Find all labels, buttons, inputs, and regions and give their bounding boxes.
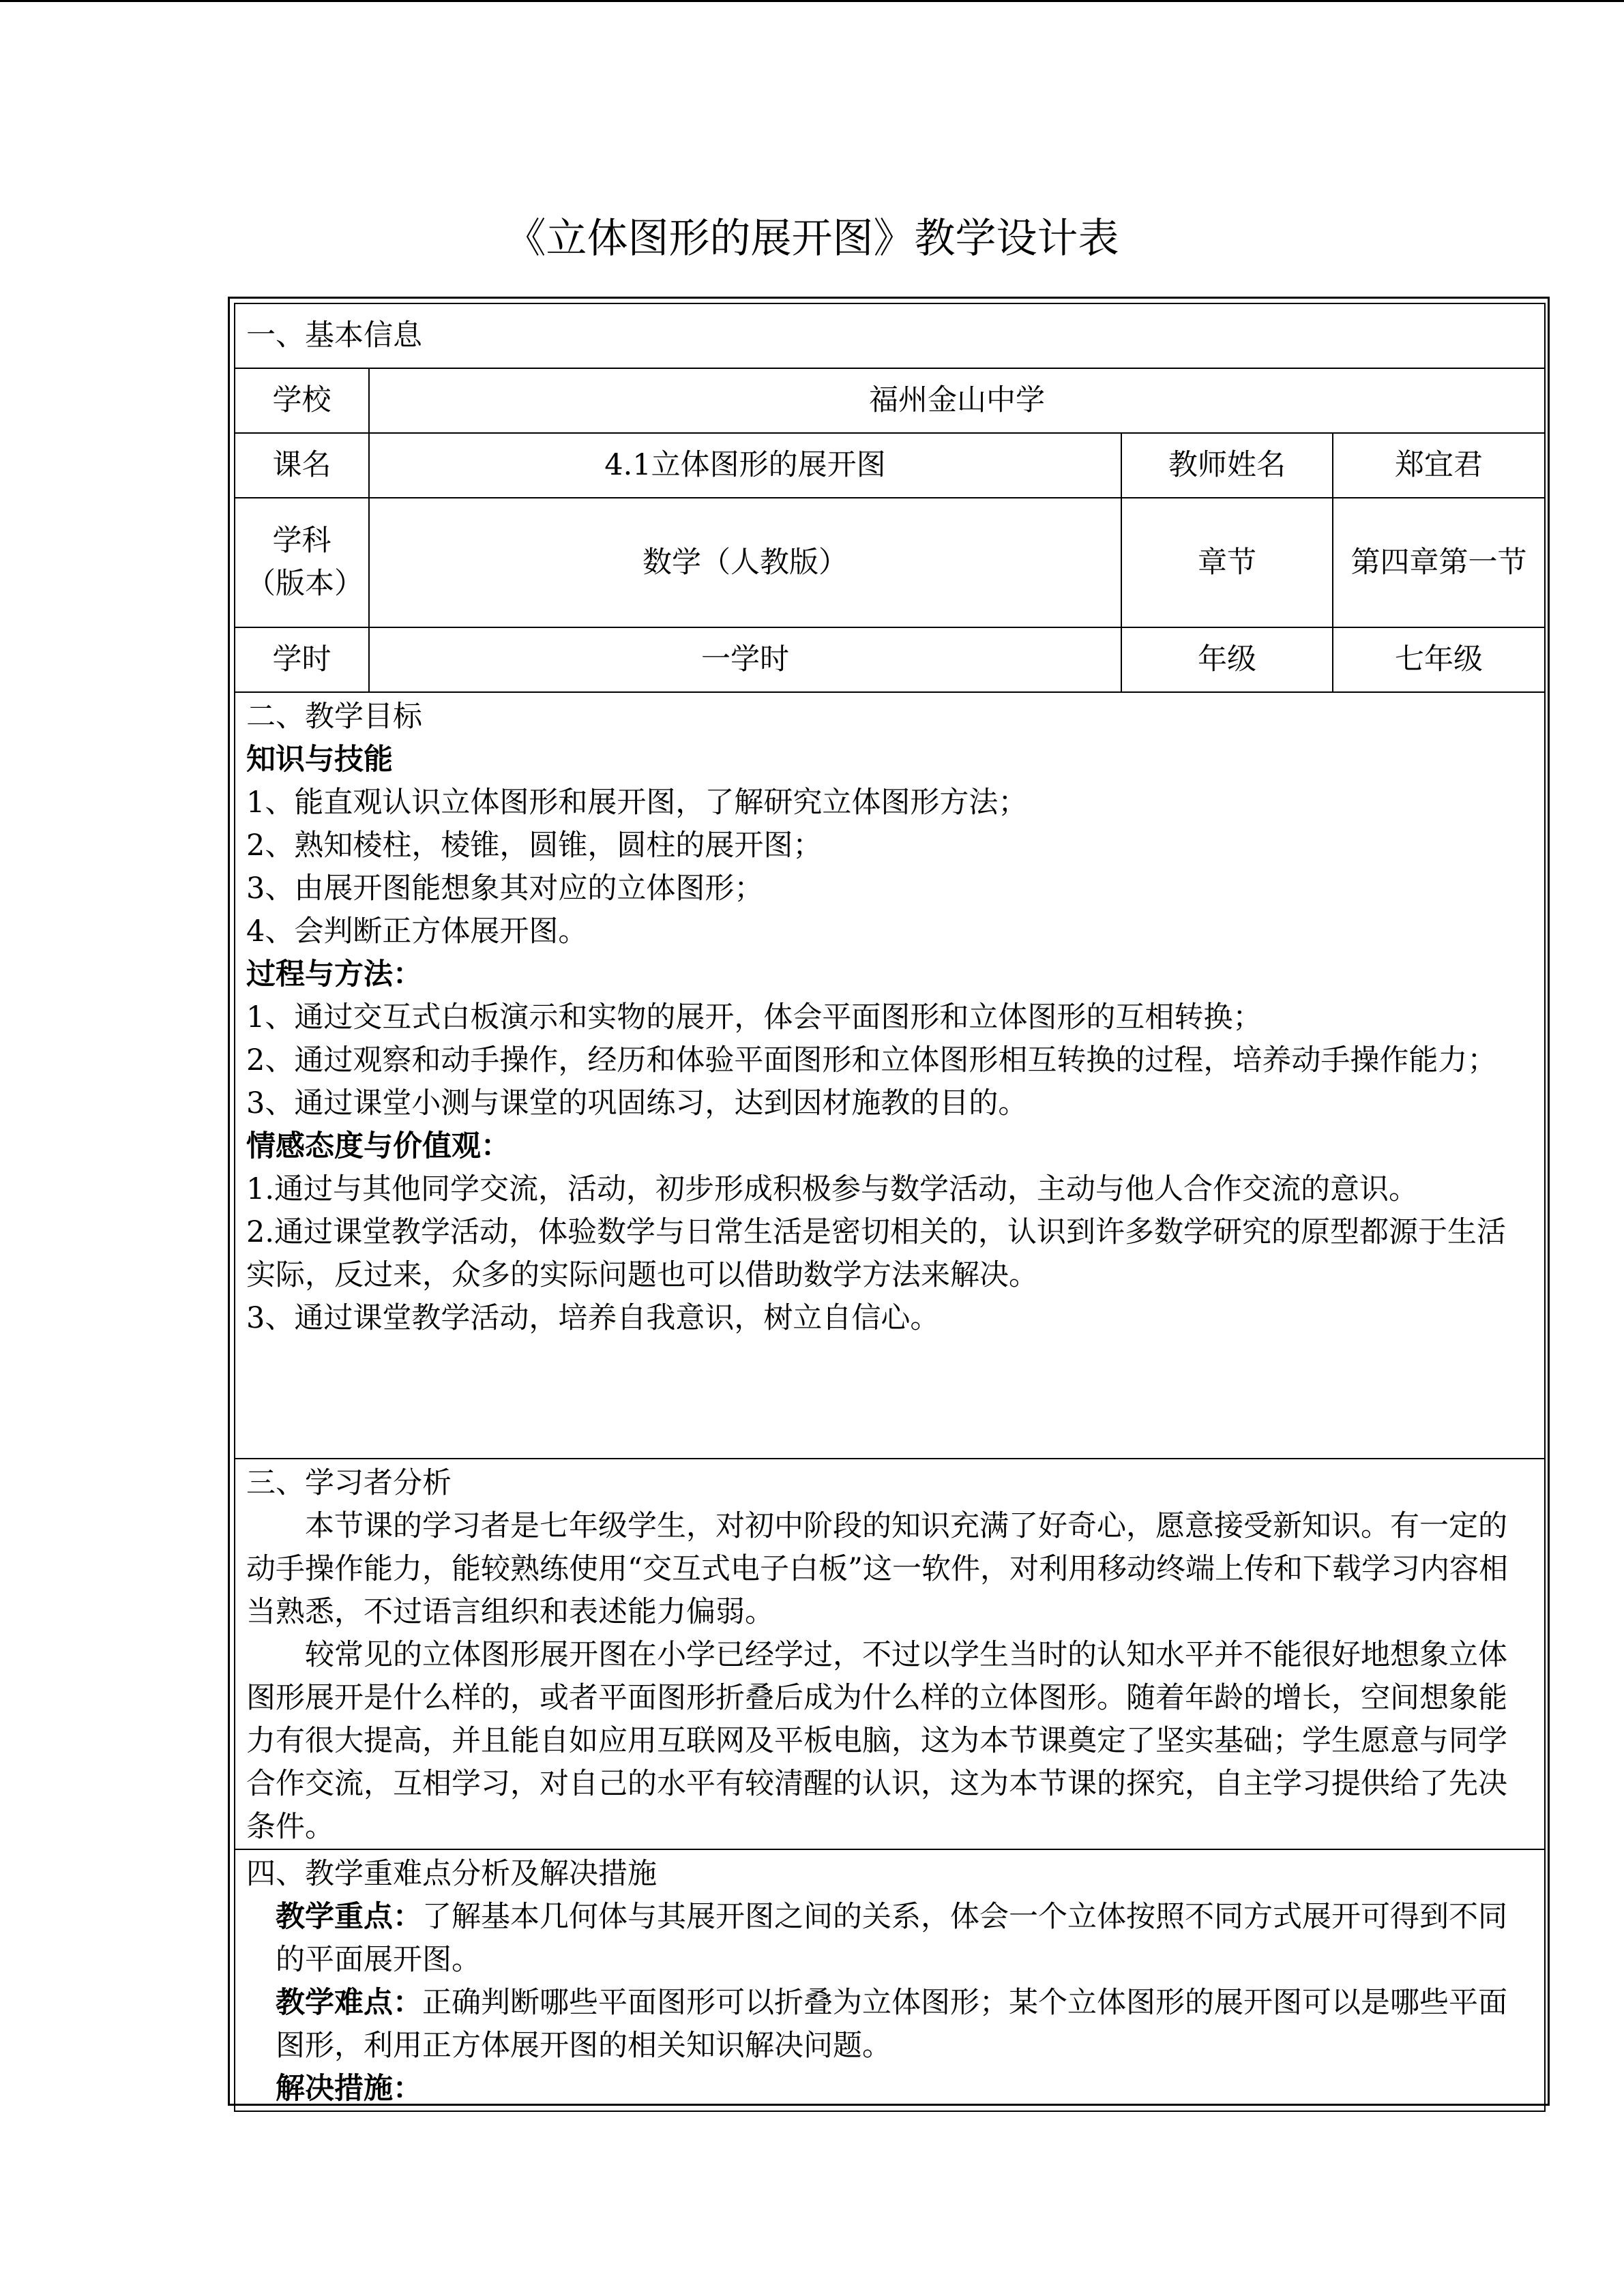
hours-row <box>235 627 1545 692</box>
school-value: 福州金山中学 <box>369 368 1545 433</box>
hours-value: 一学时 <box>369 627 1121 692</box>
learners-paragraph: 较常见的立体图形展开图在小学已经学过，不过以学生当时的认知水平并不能很好地想象立体图形展开是什么样的，或者平面图形折叠后成为什么样的立体图形。随着年龄的增长，空间想象能力有很大提高，并且能自如应用互联网及平板电脑，这为本节课奠定了坚实基础；学生愿意与同学合作交流，互相学习，对自己的水平有较清醒的认识，这为本节课的探究，自主学习提供给了先决条件。 <box>246 1638 1507 1844</box>
teaching-goals-cell <box>235 692 1545 1459</box>
grade-label: 年级 <box>1121 627 1333 692</box>
learners-row <box>235 1459 1545 1849</box>
process-item: 3、通过课堂小测与课堂的巩固练习，达到因材施教的目的。 <box>246 1086 1028 1120</box>
grade-value: 七年级 <box>1333 627 1545 692</box>
process-heading: 过程与方法： <box>246 957 422 992</box>
knowledge-item: 4、会判断正方体展开图。 <box>246 914 588 949</box>
school-row <box>235 368 1545 433</box>
teacher-value: 郑宜君 <box>1333 433 1545 498</box>
key-point-label: 教学重点： <box>276 1900 422 1934</box>
teacher-label: 教师姓名 <box>1121 433 1333 498</box>
difficulty-row <box>235 1849 1545 2111</box>
document-title: 《立体图形的展开图》教学设计表 <box>505 215 1119 263</box>
learners-heading: 三、学习者分析 <box>246 1466 452 1500</box>
goals-row <box>235 692 1545 1459</box>
learner-analysis-cell <box>235 1459 1545 1849</box>
hard-point-paragraph <box>246 1982 1533 2068</box>
subject-value: 数学（人教版） <box>369 498 1121 627</box>
difficulty-heading: 四、教学重难点分析及解决措施 <box>246 1857 657 1891</box>
measures-label: 解决措施： <box>276 2072 422 2106</box>
knowledge-heading: 知识与技能 <box>246 743 393 777</box>
chapter-value: 第四章第一节 <box>1333 498 1545 627</box>
hard-point-text: 正确判断哪些平面图形可以折叠为立体图形；某个立体图形的展开图可以是哪些平面图形，利用正方体展开图的相关知识解决问题。 <box>276 1986 1507 2063</box>
subject-row <box>235 498 1545 627</box>
basic-info-row <box>235 303 1545 368</box>
emotion-item: 1.通过与其他同学交流，活动，初步形成积极参与数学活动，主动与他人合作交流的意识。 <box>246 1172 1419 1206</box>
subject-label: 学科（版本） <box>235 498 369 627</box>
course-value: 4.1立体图形的展开图 <box>369 433 1121 498</box>
emotion-item: 3、通过课堂教学活动，培养自我意识，树立自信心。 <box>246 1301 940 1335</box>
course-label: 课名 <box>235 433 369 498</box>
course-row <box>235 433 1545 498</box>
key-point-text: 了解基本几何体与其展开图之间的关系，体会一个立体按照不同方式展开可得到不同的平面展开图。 <box>276 1900 1507 1977</box>
emotion-item: 2.通过课堂教学活动，体验数学与日常生活是密切相关的，认识到许多数学研究的原型都源于生活实际，反过来，众多的实际问题也可以借助数学方法来解决。 <box>246 1215 1507 1292</box>
page-top-border <box>0 0 1624 2</box>
key-point-paragraph <box>246 1896 1533 1982</box>
hours-label: 学时 <box>235 627 369 692</box>
emotion-heading: 情感态度与价值观： <box>246 1129 510 1163</box>
knowledge-item: 2、熟知棱柱，棱锥，圆锥，圆柱的展开图； <box>246 829 823 863</box>
chapter-label: 章节 <box>1121 498 1333 627</box>
key-difficulty-cell <box>235 1849 1545 2111</box>
learners-paragraph: 本节课的学习者是七年级学生，对初中阶段的知识充满了好奇心，愿意接受新知识。有一定的动手操作能力，能较熟练使用“交互式电子白板”这一软件，对利用移动终端上传和下载学习内容相当熟悉，不过语言组织和表述能力偏弱。 <box>246 1509 1508 1629</box>
teaching-design-table <box>234 303 1546 2112</box>
basic-info-heading: 一、基本信息 <box>235 303 1545 368</box>
knowledge-item: 3、由展开图能想象其对应的立体图形； <box>246 871 764 906</box>
goals-heading: 二、教学目标 <box>246 700 422 734</box>
process-item: 1、通过交互式白板演示和实物的展开，体会平面图形和立体图形的互相转换； <box>246 1000 1263 1034</box>
hard-point-label: 教学难点： <box>276 1986 422 2020</box>
school-label: 学校 <box>235 368 369 433</box>
process-item: 2、通过观察和动手操作，经历和体验平面图形和立体图形相互转换的过程，培养动手操作能力； <box>246 1043 1497 1077</box>
knowledge-item: 1、能直观认识立体图形和展开图，了解研究立体图形方法； <box>246 786 1028 820</box>
